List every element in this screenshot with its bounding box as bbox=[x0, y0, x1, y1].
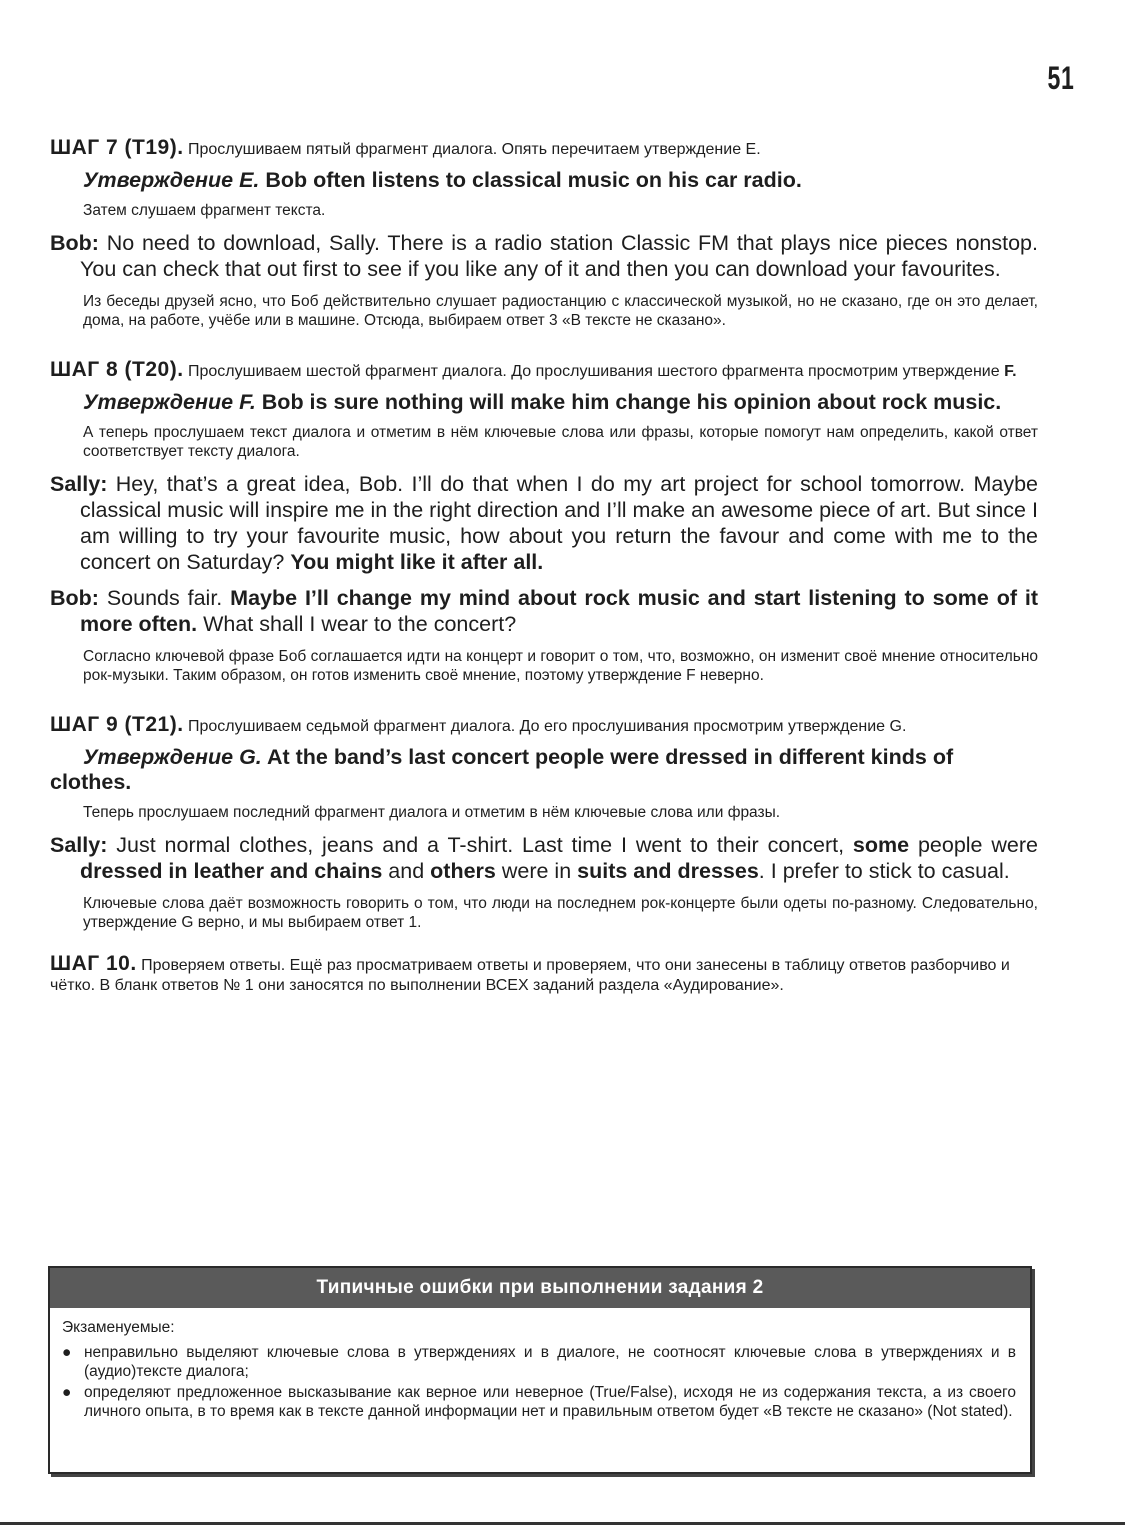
step-9-note-1: Теперь прослушаем последний фрагмент диалога и отметим в нём ключевые слова или фразы. bbox=[83, 804, 781, 821]
step-10-label: ШАГ 10. bbox=[50, 952, 137, 975]
dialog-text: Just normal clothes, jeans and a T-shirt. Last time I went to their concert, bbox=[116, 833, 845, 857]
step-10-text: Проверяем ответы. Ещё раз просматриваем ответы и проверяем, что они занесены в таблицу ответов разборчиво и чётко. В бланк ответов № 1 они заносятся по выполнении ВСЕХ заданий раздела «Аудирование». bbox=[50, 957, 1010, 994]
dialog-sally-1 bbox=[50, 471, 1038, 575]
statement-e-text: Bob often listens to classical music on his car radio. bbox=[265, 168, 802, 192]
dialog-text: No need to download, Sally. There is a radio station Classic FM that plays nice pieces nonstop. You can check that out first to see if you like any of it and then you can download your favourites. bbox=[80, 231, 1038, 281]
dialog-key-phrase: dressed in leather and chains bbox=[80, 859, 383, 883]
step-8-label: ШАГ 8 (T20). bbox=[50, 358, 184, 381]
dialog-key-phrase: You might like it after all. bbox=[290, 550, 544, 574]
dialog-text: What shall I wear to the concert? bbox=[203, 612, 517, 636]
statement-g bbox=[50, 745, 1038, 795]
dialog-bob-2 bbox=[50, 585, 1038, 637]
statement-f bbox=[50, 390, 1038, 415]
step-8-text-bold: F. bbox=[1004, 363, 1017, 380]
statement-e-label: Утверждение E. bbox=[83, 168, 260, 192]
dialog-text: and bbox=[388, 859, 425, 883]
dialog-text: were in bbox=[501, 859, 572, 883]
dialog-key-phrase: suits and dresses bbox=[577, 859, 759, 883]
step-7-note-2: Из беседы друзей ясно, что Боб действительно слушает радиостанцию с классической музыкой, но не сказано, где он это делает, дома, на работе, учёбе или в машине. Отсюда, выбираем ответ 3 «В тексте не сказано». bbox=[83, 293, 1038, 329]
list-item: ● определяют предложенное высказывание как верное или неверное (True/False), исходя не из содержания текста, а из своего личного опыта, в то время как в тексте данной информации нет и правильным ответом будет «В тексте не сказано» (Not stated). bbox=[62, 1384, 1016, 1420]
step-9-text: Прослушиваем седьмой фрагмент диалога. До его прослушивания просмотрим утверждение G. bbox=[187, 718, 907, 735]
bottom-divider bbox=[0, 1522, 1125, 1525]
typical-errors-box bbox=[48, 1266, 1032, 1474]
dialog-sally-2 bbox=[50, 832, 1038, 884]
step-8-heading bbox=[50, 360, 1038, 382]
step-9-label: ШАГ 9 (T21). bbox=[50, 713, 184, 736]
dialog-key-phrase: Maybe I’ll change my mind about rock music and start listening to some of it more often. bbox=[80, 586, 1038, 636]
step-10-heading bbox=[50, 954, 1038, 996]
step-9-note-2: Ключевые слова даёт возможность говорить о том, что люди на последнем рок-концерте были одеты по-разному. Следовательно, утверждение G верно, и мы выбираем ответ 1. bbox=[83, 895, 1038, 931]
typical-errors-body bbox=[50, 1308, 1030, 1421]
statement-e bbox=[50, 168, 1038, 193]
dialog-text: people were bbox=[917, 833, 1038, 857]
speaker-sally: Sally: bbox=[50, 833, 108, 857]
dialog-text: Hey, that’s a great idea, Bob. I’ll do that when I do my art project for school tomorrow. Maybe classical music will inspire me in the right direction and I’ll make an awesome piece of art. But since I am willing to try your favourite music, how about you return the favour and come with me to the concert on Saturday? bbox=[80, 472, 1038, 574]
statement-f-label: Утверждение F. bbox=[83, 390, 256, 414]
speaker-bob: Bob: bbox=[50, 586, 99, 610]
bullet-icon: ● bbox=[62, 1344, 72, 1361]
statement-g-text: At the band’s last concert people were dressed in different kinds of clothes. bbox=[50, 745, 954, 794]
statement-f-text: Bob is sure nothing will make him change his opinion about rock music. bbox=[261, 390, 1002, 414]
speaker-bob: Bob: bbox=[50, 231, 99, 255]
dialog-bob-1 bbox=[50, 230, 1038, 282]
step-8-text: Прослушиваем шестой фрагмент диалога. До прослушивания шестого фрагмента просмотрим утверждение bbox=[187, 363, 1000, 380]
dialog-key-word: others bbox=[430, 859, 496, 883]
step-7-text: Прослушиваем пятый фрагмент диалога. Опять перечитаем утверждение E. bbox=[187, 141, 761, 158]
dialog-key-word: some bbox=[852, 833, 910, 857]
list-item: ● неправильно выделяют ключевые слова в утверждениях и в диалоге, не соотносят ключевые слова в утверждениях и в (аудио)тексте диалога; bbox=[62, 1344, 1016, 1380]
page-number: 51 bbox=[1047, 60, 1075, 96]
typical-errors-title: Типичные ошибки при выполнении задания 2 bbox=[50, 1268, 1030, 1308]
page-content bbox=[50, 138, 1038, 1004]
step-7-note-1: Затем слушаем фрагмент текста. bbox=[83, 202, 326, 219]
step-7-heading bbox=[50, 138, 1038, 160]
step-8-note-1: А теперь прослушаем текст диалога и отметим в нём ключевые слова или фразы, которые помогут нам определить, какой ответ соответствует тексту диалога. bbox=[83, 424, 1038, 460]
step-9-heading bbox=[50, 715, 1038, 737]
bullet-icon: ● bbox=[62, 1384, 72, 1401]
step-7-label: ШАГ 7 (T19). bbox=[50, 136, 184, 159]
typical-errors-intro: Экзаменуемые: bbox=[62, 1319, 175, 1336]
step-8-note-2: Согласно ключевой фразе Боб соглашается идти на концерт и говорит о том, что, возможно, он изменит своё мнение относительно рок-музыки. Таким образом, он готов изменить своё мнение, поэтому утверждение F неверно. bbox=[83, 648, 1038, 684]
dialog-text: Sounds fair. bbox=[106, 586, 223, 610]
speaker-sally: Sally: bbox=[50, 472, 108, 496]
dialog-text: . I prefer to stick to casual. bbox=[758, 859, 1010, 883]
typical-errors-list bbox=[62, 1343, 1016, 1421]
statement-g-label: Утверждение G. bbox=[83, 745, 262, 769]
